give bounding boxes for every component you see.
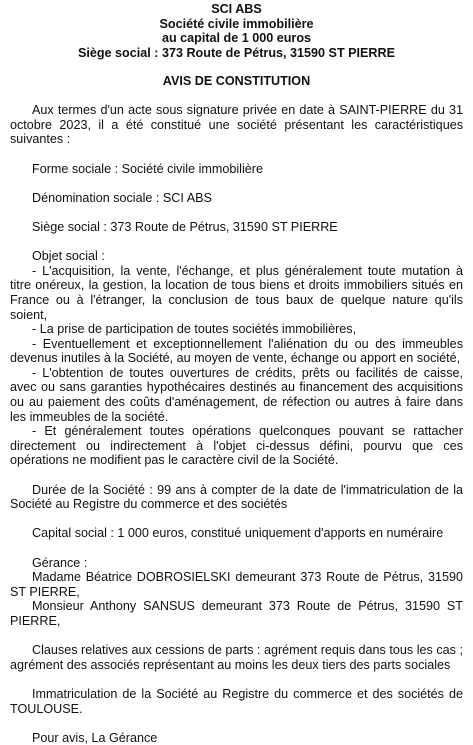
corporate-purpose-label: Objet social : (32, 249, 105, 264)
manager-entry: Madame Béatrice DOBROSIELSKI demeurant 373 Route de Pétrus, 31590 ST PIERRE, (10, 570, 463, 599)
registered-office: Siège social : 373 Route de Pétrus, 31590 ST PIERRE (32, 219, 338, 234)
purpose-item: - L'obtention de toutes ouvertures de crédits, prêts ou facilités de caisse, avec ou sans garanties hypothécaires destinés au financement des acquisitions ou au paiement des coûts d'aménagement, de réfection ou autres à faire dans les immeubles de la société. (10, 365, 463, 424)
share-capital: Capital social : 1 000 euros, constitué uniquement d'apports en numéraire (32, 526, 444, 541)
signature: Pour avis, La Gérance (32, 730, 158, 745)
intro-paragraph: Aux termes d'un acte sous signature privée en date à SAINT-PIERRE du 31 octobre 2023, il a été constitué une société présentant les caractéristiques suivantes : (10, 103, 463, 147)
company-duration: Durée de la Société : 99 ans à compter de la date de l'immatriculation de la Société au Registre du commerce et des sociétés (10, 482, 463, 512)
purpose-item: - La prise de participation de toutes sociétés immobilières, (32, 322, 357, 337)
company-name: SCI ABS (211, 2, 262, 16)
company-address: Siège social : 373 Route de Pétrus, 31590 ST PIERRE (77, 45, 396, 60)
company-denomination: Dénomination sociale : SCI ABS (32, 190, 212, 205)
purpose-item: - Eventuellement et exceptionnellement l'aliénation du ou des immeubles devenus inutiles à la Société, au moyen de vente, échange ou apport en société, (10, 336, 463, 366)
purpose-item: - Et généralement toutes opérations quelconques pouvant se rattacher directement ou indirectement à l'objet ci-dessus défini, pourvu que ces opérations ne modifient pas le caractère civil de la Société. (10, 424, 463, 468)
company-capital: au capital de 1 000 euros (161, 31, 312, 45)
purpose-item: - L'acquisition, la vente, l'échange, et plus généralement toute mutation à titre onéreux, la gestion, la location de tous biens et droits immobiliers situés en France ou à l'étranger, la conclusion de tous baux de quelque nature qu'ils soient, (10, 263, 463, 322)
management-label: Gérance : (32, 555, 88, 570)
manager-entry: Monsieur Anthony SANSUS demeurant 373 Route de Pétrus, 31590 ST PIERRE, (10, 599, 463, 628)
share-transfer-clauses: Clauses relatives aux cessions de parts : agrément requis dans tous les cas ; agrément des associés représentant au moins les deux tiers des parts sociales (10, 643, 463, 672)
registration: Immatriculation de la Société au Registre du commerce et des sociétés de TOULOUSE. (10, 686, 463, 716)
notice-title: AVIS DE CONSTITUTION (162, 74, 311, 88)
company-type: Société civile immobilière (159, 16, 314, 31)
notice-header (10, 2, 463, 60)
legal-form: Forme sociale : Société civile immobilière (32, 161, 263, 176)
